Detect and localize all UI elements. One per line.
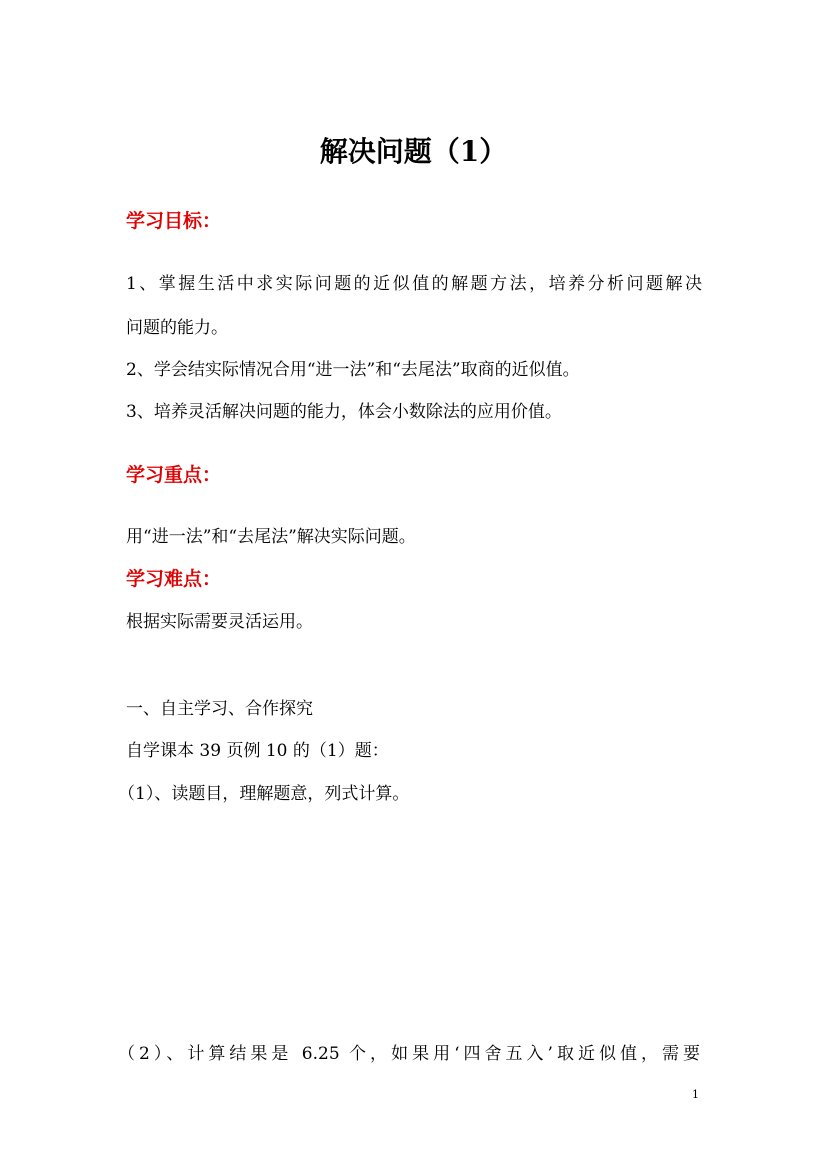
objective-1-line-2: 问题的能力。 bbox=[126, 318, 228, 338]
key-points-text: 用“进一法”和“去尾法”解决实际问题。 bbox=[126, 527, 416, 547]
difficulties-heading: 学习难点： bbox=[126, 568, 222, 590]
objectives-heading: 学习目标： bbox=[126, 210, 222, 232]
section-1-step-2: （2）、计算结果是 6.25 个，如果用‘四舍五入’取近似值，需要 bbox=[118, 1044, 700, 1064]
section-1-intro: 自学课本 39 页例 10 的（1）题： bbox=[126, 741, 389, 761]
document-title: 解决问题（1） bbox=[319, 135, 508, 168]
section-1-heading: 一、自主学习、合作探究 bbox=[126, 699, 313, 719]
difficulties-text: 根据实际需要灵活运用。 bbox=[126, 612, 313, 632]
objective-2: 2、学会结实际情况合用“进一法”和“去尾法”取商的近似值。 bbox=[126, 360, 580, 380]
section-1-step-1: （1）、读题目，理解题意，列式计算。 bbox=[118, 784, 410, 804]
page-number: 1 bbox=[692, 1088, 699, 1101]
key-points-heading: 学习重点： bbox=[126, 464, 222, 486]
objective-3: 3、培养灵活解决问题的能力，体会小数除法的应用价值。 bbox=[126, 402, 562, 422]
objective-1-line-1: 1、掌握生活中求实际问题的近似值的解题方法，培养分析问题解决 bbox=[126, 274, 702, 294]
